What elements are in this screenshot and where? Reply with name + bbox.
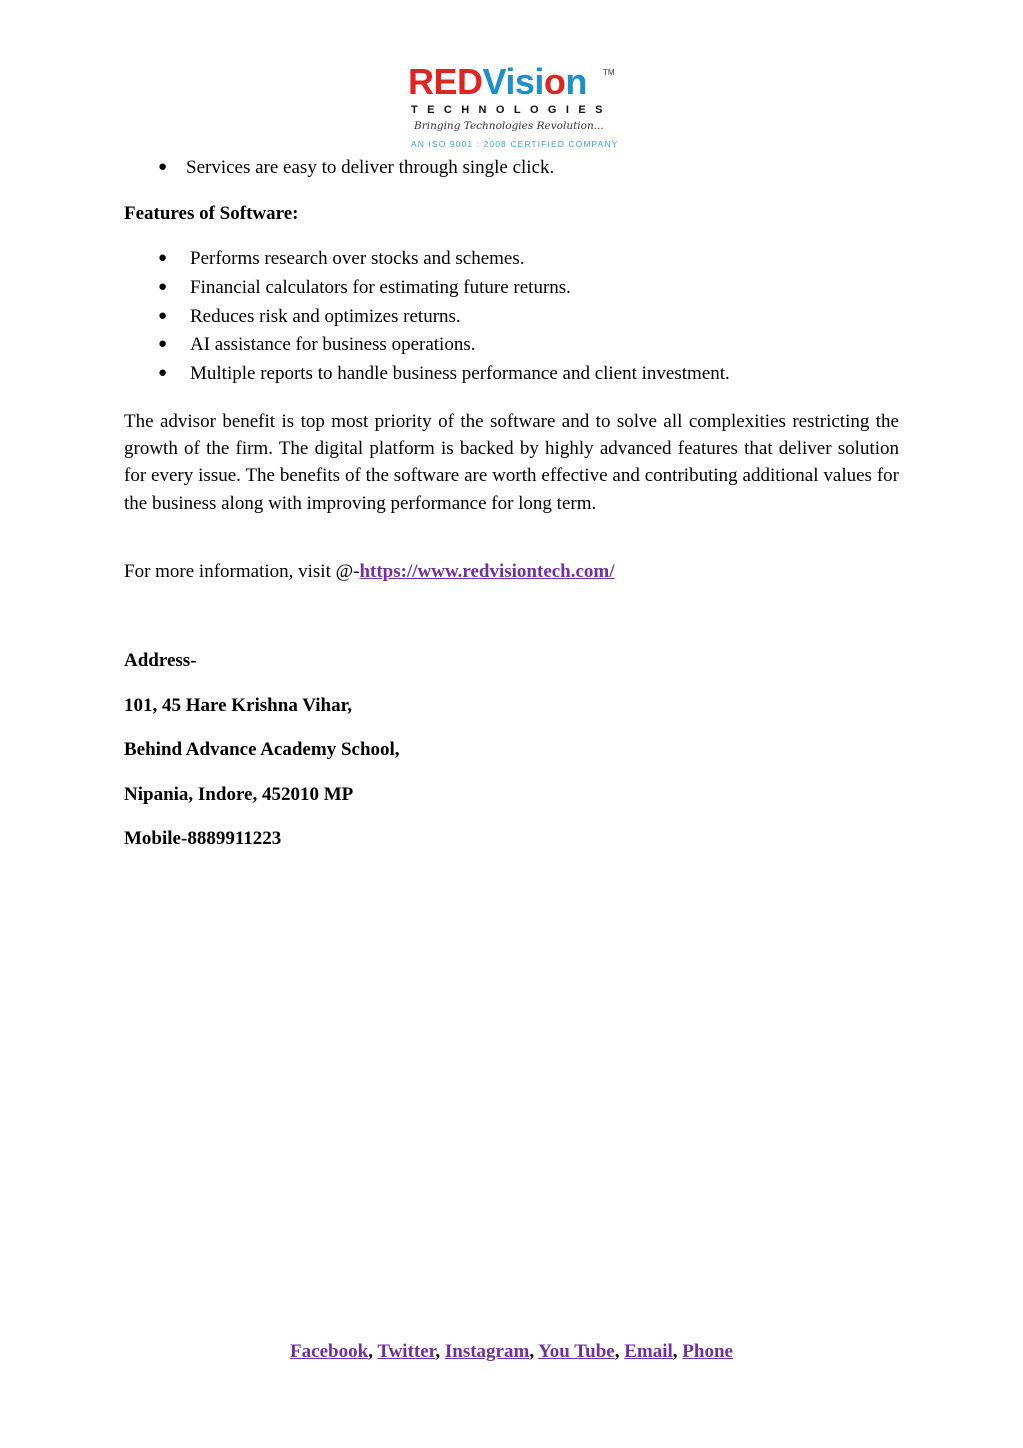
- address-line-1: 101, 45 Hare Krishna Vihar,: [124, 695, 353, 716]
- logo-trademark: TM: [603, 68, 615, 77]
- bullet-icon: ●: [158, 308, 168, 324]
- logo-blue-text: Visi: [482, 61, 544, 102]
- website-link[interactable]: https://www.redvisiontech.com/: [359, 561, 615, 582]
- feature-item: AI assistance for business operations.: [190, 334, 476, 355]
- description-paragraph: The advisor benefit is top most priority of the software and to solve all complexities restricting the growth of the firm. The digital platform is backed by highly advanced features that deliver solution for every issue. The benefits of the software are worth effective and contributing additional values for the business along with improving performance for long term.: [124, 411, 899, 514]
- bullet-icon: ●: [158, 159, 168, 175]
- bullet-icon: ●: [158, 336, 168, 352]
- youtube-link[interactable]: You Tube: [538, 1341, 615, 1362]
- top-bullet-text: Services are easy to deliver through single click.: [186, 157, 555, 178]
- feature-item: Multiple reports to handle business performance and client investment.: [190, 363, 730, 384]
- logo-certification: AN ISO 9001 : 2008 CERTIFIED COMPANY: [411, 139, 619, 149]
- feature-item: Reduces risk and optimizes returns.: [190, 306, 461, 327]
- more-info-line: [124, 561, 615, 582]
- twitter-link[interactable]: Twitter: [377, 1341, 436, 1362]
- footer-links: [0, 1341, 1023, 1362]
- footer-separator: ,: [529, 1341, 539, 1362]
- footer-separator: ,: [368, 1341, 378, 1362]
- footer-separator: ,: [614, 1341, 625, 1362]
- feature-item: Performs research over stocks and schemes.: [190, 248, 525, 269]
- company-logo: [408, 62, 618, 152]
- logo-tagline: Bringing Technologies Revolution...: [414, 120, 604, 132]
- bullet-icon: ●: [158, 365, 168, 381]
- features-heading: Features of Software:: [124, 203, 299, 224]
- mobile-number: Mobile-8889911223: [124, 828, 282, 849]
- more-info-prefix: For more information, visit @-: [124, 561, 360, 582]
- instagram-link[interactable]: Instagram: [444, 1341, 530, 1362]
- email-link[interactable]: Email: [624, 1341, 673, 1362]
- feature-item: Financial calculators for estimating future returns.: [190, 277, 571, 298]
- facebook-link[interactable]: Facebook: [290, 1341, 369, 1362]
- logo-subtitle: TECHNOLOGIES: [411, 104, 612, 116]
- footer-separator: ,: [672, 1341, 683, 1362]
- logo-blue-n: n: [565, 61, 587, 102]
- logo-wordmark: [408, 62, 587, 102]
- bullet-icon: ●: [158, 250, 168, 266]
- phone-link[interactable]: Phone: [682, 1341, 733, 1362]
- logo-red-text: RED: [408, 61, 483, 102]
- address-line-2: Behind Advance Academy School,: [124, 739, 400, 760]
- bullet-icon: ●: [158, 279, 168, 295]
- address-line-3: Nipania, Indore, 452010 MP: [124, 784, 354, 805]
- logo-red-o: o: [543, 61, 566, 102]
- footer-separator: ,: [435, 1341, 445, 1362]
- address-heading: Address-: [124, 650, 197, 671]
